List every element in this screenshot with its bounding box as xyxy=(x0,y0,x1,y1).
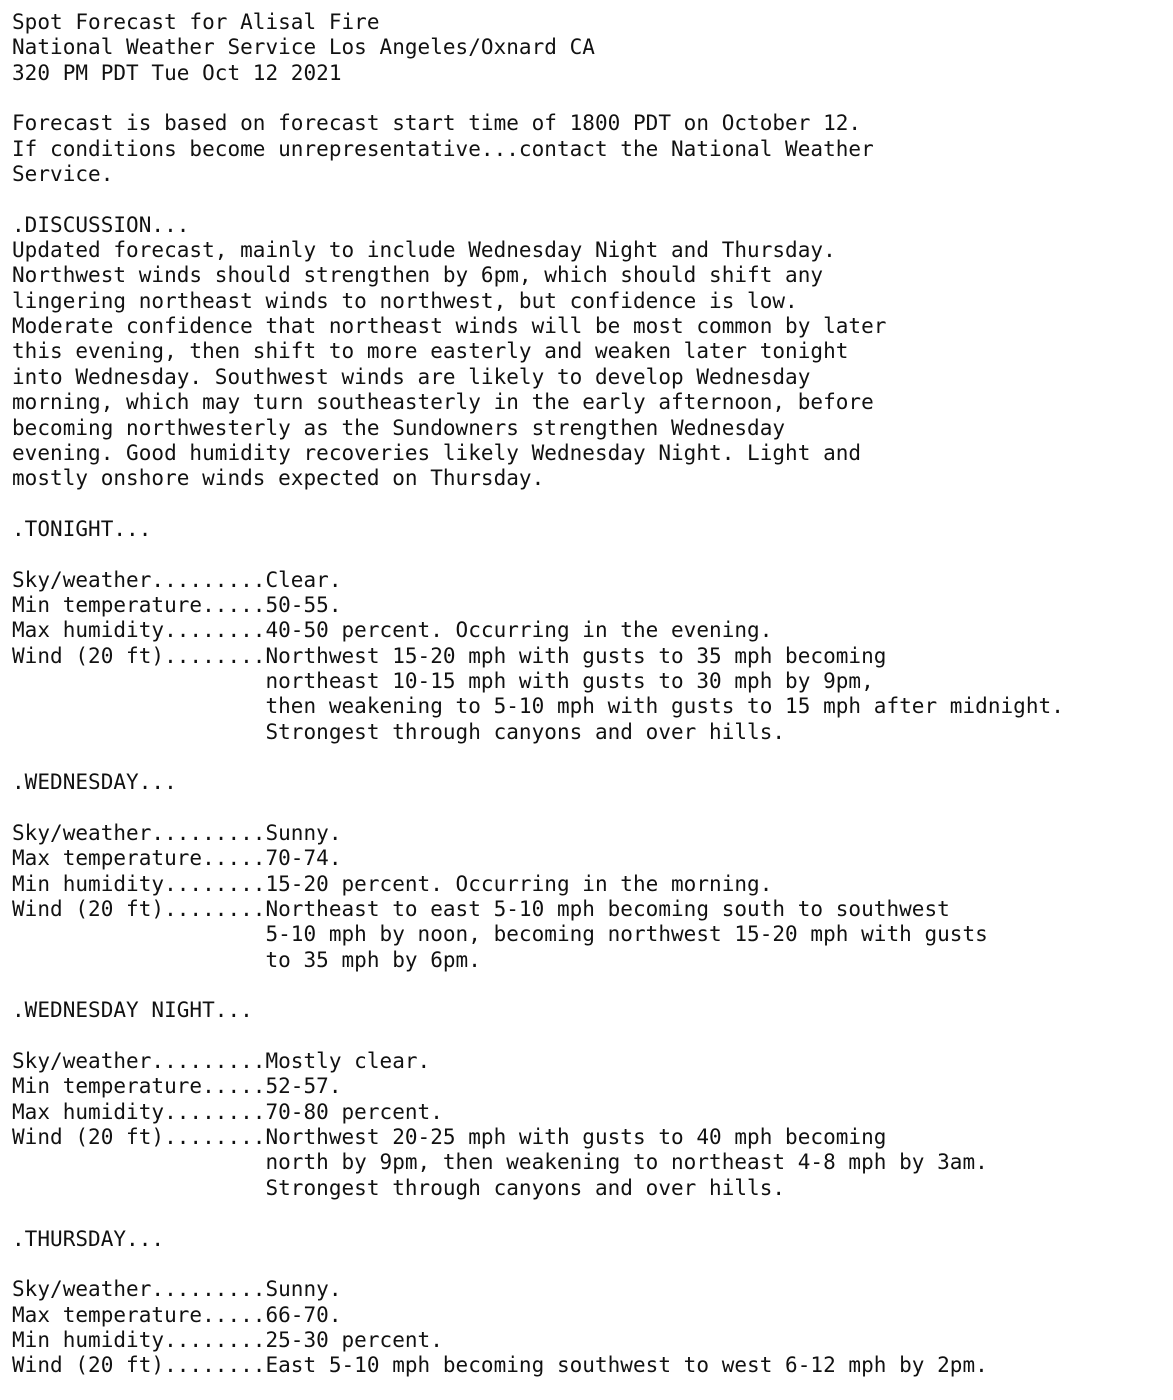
thursday-sky-weather: Sky/weather.........Sunny. xyxy=(12,1277,342,1302)
wednesday-min-humidity: Min humidity........15-20 percent. Occurring in the morning. xyxy=(12,871,773,896)
thursday-max-temperature: Max temperature.....66-70. xyxy=(12,1302,342,1327)
discussion-line: Updated forecast, mainly to include Wednesday Night and Thursday. xyxy=(12,238,836,263)
wednesday-night-wind-continued: Strongest through canyons and over hills. xyxy=(12,1175,786,1200)
discussion-line: lingering northeast winds to northwest, but confidence is low. xyxy=(12,288,798,313)
discussion-line: mostly onshore winds expected on Thursday. xyxy=(12,466,545,491)
discussion-heading: .DISCUSSION... xyxy=(12,212,190,237)
tonight-wind-continued: Strongest through canyons and over hills. xyxy=(12,719,786,744)
tonight-heading: .TONIGHT... xyxy=(12,516,152,541)
spot-forecast-document xyxy=(12,10,1064,1379)
forecast-title: Spot Forecast for Alisal Fire xyxy=(12,10,380,34)
tonight-sky-weather: Sky/weather.........Clear. xyxy=(12,567,342,592)
discussion-line: into Wednesday. Southwest winds are likely to develop Wednesday xyxy=(12,364,811,389)
blank-line xyxy=(12,187,1064,212)
thursday-heading: .THURSDAY... xyxy=(12,1226,165,1251)
wednesday-night-heading: .WEDNESDAY NIGHT... xyxy=(12,998,253,1023)
blank-line xyxy=(12,796,1064,821)
blank-line xyxy=(12,1252,1064,1277)
discussion-line: morning, which may turn southeasterly in the early afternoon, before xyxy=(12,390,874,415)
thursday-wind: Wind (20 ft)........East 5-10 mph becoming southwest to west 6-12 mph by 2pm. xyxy=(12,1353,988,1378)
intro-line: Forecast is based on forecast start time of 1800 PDT on October 12. xyxy=(12,111,862,136)
blank-line xyxy=(12,86,1064,111)
wednesday-wind-continued: to 35 mph by 6pm. xyxy=(12,947,481,972)
wednesday-night-min-temperature: Min temperature.....52-57. xyxy=(12,1074,342,1099)
forecast-office: National Weather Service Los Angeles/Oxnard CA xyxy=(12,35,595,60)
blank-line xyxy=(12,492,1064,517)
wednesday-night-max-humidity: Max humidity........70-80 percent. xyxy=(12,1099,443,1124)
issued-time: 320 PM PDT Tue Oct 12 2021 xyxy=(12,60,342,85)
blank-line xyxy=(12,542,1064,567)
tonight-wind: Wind (20 ft)........Northwest 15-20 mph with gusts to 35 mph becoming xyxy=(12,643,887,668)
tonight-max-humidity: Max humidity........40-50 percent. Occurring in the evening. xyxy=(12,618,773,643)
tonight-wind-continued: then weakening to 5-10 mph with gusts to 15 mph after midnight. xyxy=(12,694,1064,719)
intro-line: Service. xyxy=(12,162,114,187)
discussion-line: becoming northwesterly as the Sundowners strengthen Wednesday xyxy=(12,415,786,440)
wednesday-sky-weather: Sky/weather.........Sunny. xyxy=(12,821,342,845)
wednesday-night-wind-continued: north by 9pm, then weakening to northeast 4-8 mph by 3am. xyxy=(12,1150,988,1175)
wednesday-night-wind: Wind (20 ft)........Northwest 20-25 mph with gusts to 40 mph becoming xyxy=(12,1125,887,1150)
discussion-line: Moderate confidence that northeast winds will be most common by later xyxy=(12,314,887,339)
blank-line xyxy=(12,1201,1064,1226)
thursday-min-humidity: Min humidity........25-30 percent. xyxy=(12,1327,443,1352)
tonight-min-temperature: Min temperature.....50-55. xyxy=(12,592,342,617)
discussion-line: evening. Good humidity recoveries likely Wednesday Night. Light and xyxy=(12,440,862,465)
wednesday-heading: .WEDNESDAY... xyxy=(12,770,177,795)
tonight-wind-continued: northeast 10-15 mph with gusts to 30 mph by 9pm, xyxy=(12,668,874,693)
blank-line xyxy=(12,745,1064,770)
wednesday-wind-continued: 5-10 mph by noon, becoming northwest 15-20 mph with gusts xyxy=(12,922,988,947)
wednesday-night-sky-weather: Sky/weather.........Mostly clear. xyxy=(12,1049,431,1074)
intro-line: If conditions become unrepresentative...contact the National Weather xyxy=(12,136,874,161)
discussion-line: Northwest winds should strengthen by 6pm, which should shift any xyxy=(12,263,824,288)
discussion-line: this evening, then shift to more easterly and weaken later tonight xyxy=(12,339,849,364)
wednesday-wind: Wind (20 ft)........Northeast to east 5-10 mph becoming south to southwest xyxy=(12,897,950,922)
blank-line xyxy=(12,1024,1064,1049)
blank-line xyxy=(12,973,1064,998)
wednesday-max-temperature: Max temperature.....70-74. xyxy=(12,846,342,871)
